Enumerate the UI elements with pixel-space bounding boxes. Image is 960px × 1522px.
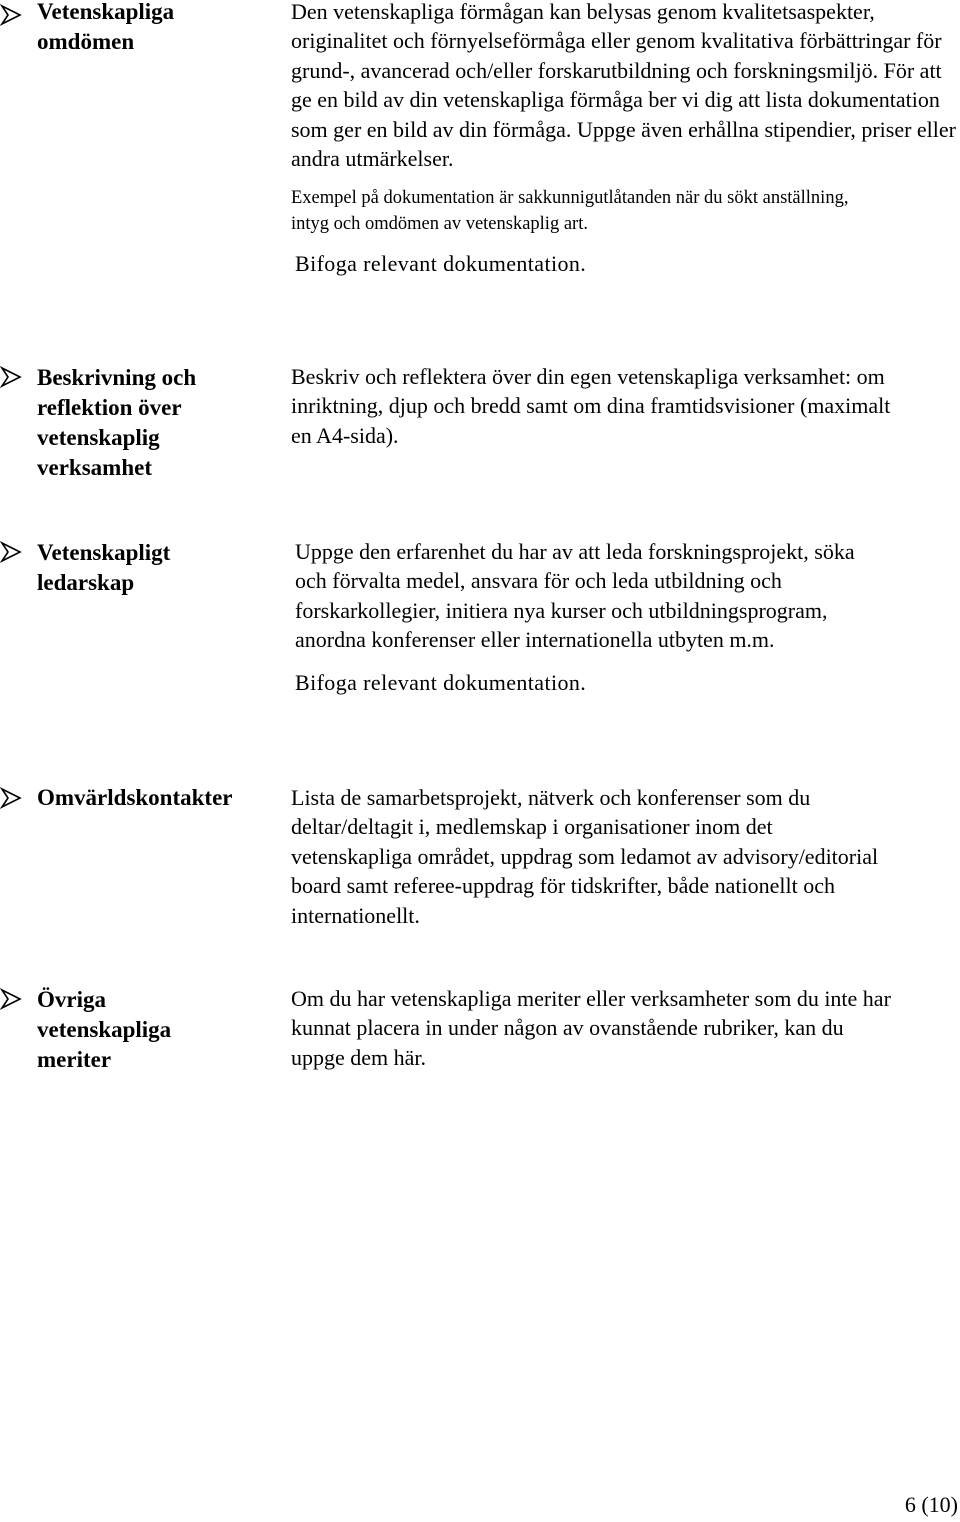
description-paragraph: Lista de samarbetsprojekt, nätverk och konferenser som du deltar/deltagit i, medlemskap i organisationer inom det vetenskapliga området, uppdrag som ledamot av advisory/editorial board samt referee-uppdrag för tidskrifter, både nationellt och internationellt. (291, 785, 879, 928)
arrow-bullet-icon (0, 541, 26, 567)
page-number: 6 (10) (904, 1492, 958, 1517)
section-heading: Övriga vetenskapliga meriter (37, 987, 172, 1072)
description-paragraph: Om du har vetenskapliga meriter eller verksamheter som du inte har kunnat placera in under någon av ovanstående rubriker, kan du uppge dem här. (291, 986, 891, 1070)
section-body (291, 783, 959, 930)
section-heading: Vetenskapliga omdömen (37, 0, 175, 54)
description-paragraph: Beskriv och reflektera över din egen vetenskapliga verksamhet: om inriktning, djup och bredd samt om dina framtidsvisioner (maximalt en A4-sida). (291, 364, 891, 448)
section-body (295, 537, 960, 697)
section-heading: Vetenskapligt ledarskap (37, 540, 171, 595)
attachment-note: Bifoga relevant dokumentation. (295, 669, 587, 695)
attachment-note: Bifoga relevant dokumentation. (295, 251, 587, 277)
description-paragraph: Uppge den erfarenhet du har av att leda forskningsprojekt, söka och förvalta medel, ansvara för och leda utbildning och forskarkollegier, initiera nya kurser och utbildningsprogram, anordna konferenser eller internationella utbyten m.m. (295, 539, 855, 653)
arrow-bullet-icon (0, 988, 26, 1014)
section-heading: Omvärldskontakter (37, 785, 233, 810)
description-paragraph: Den vetenskapliga förmågan kan belysas genom kvalitetsaspekter, originalitet och förnyelseförmåga eller genom kvalitativa förbättringar för grund-, avancerad och/eller forskarutbildning och forskningsmiljö. För att ge en bild av din vetenskapliga förmåga ber vi dig att lista dokumentation som ger en bild av din förmåga. Uppge även erhållna stipendier, priser eller andra utmärkelser. (291, 0, 956, 172)
example-paragraph: Exempel på dokumentation är sakkunnigutlåtanden när du sökt anställning, intyg och omdömen av vetenskaplig art. (291, 188, 849, 235)
arrow-bullet-icon (0, 4, 26, 30)
arrow-bullet-icon (0, 366, 26, 392)
section-body (291, 0, 959, 278)
section-heading: Beskrivning och reflektion över vetenskaplig verksamhet (37, 365, 197, 480)
section-body (291, 984, 959, 1072)
section-body (291, 362, 959, 450)
arrow-bullet-icon (0, 787, 26, 813)
